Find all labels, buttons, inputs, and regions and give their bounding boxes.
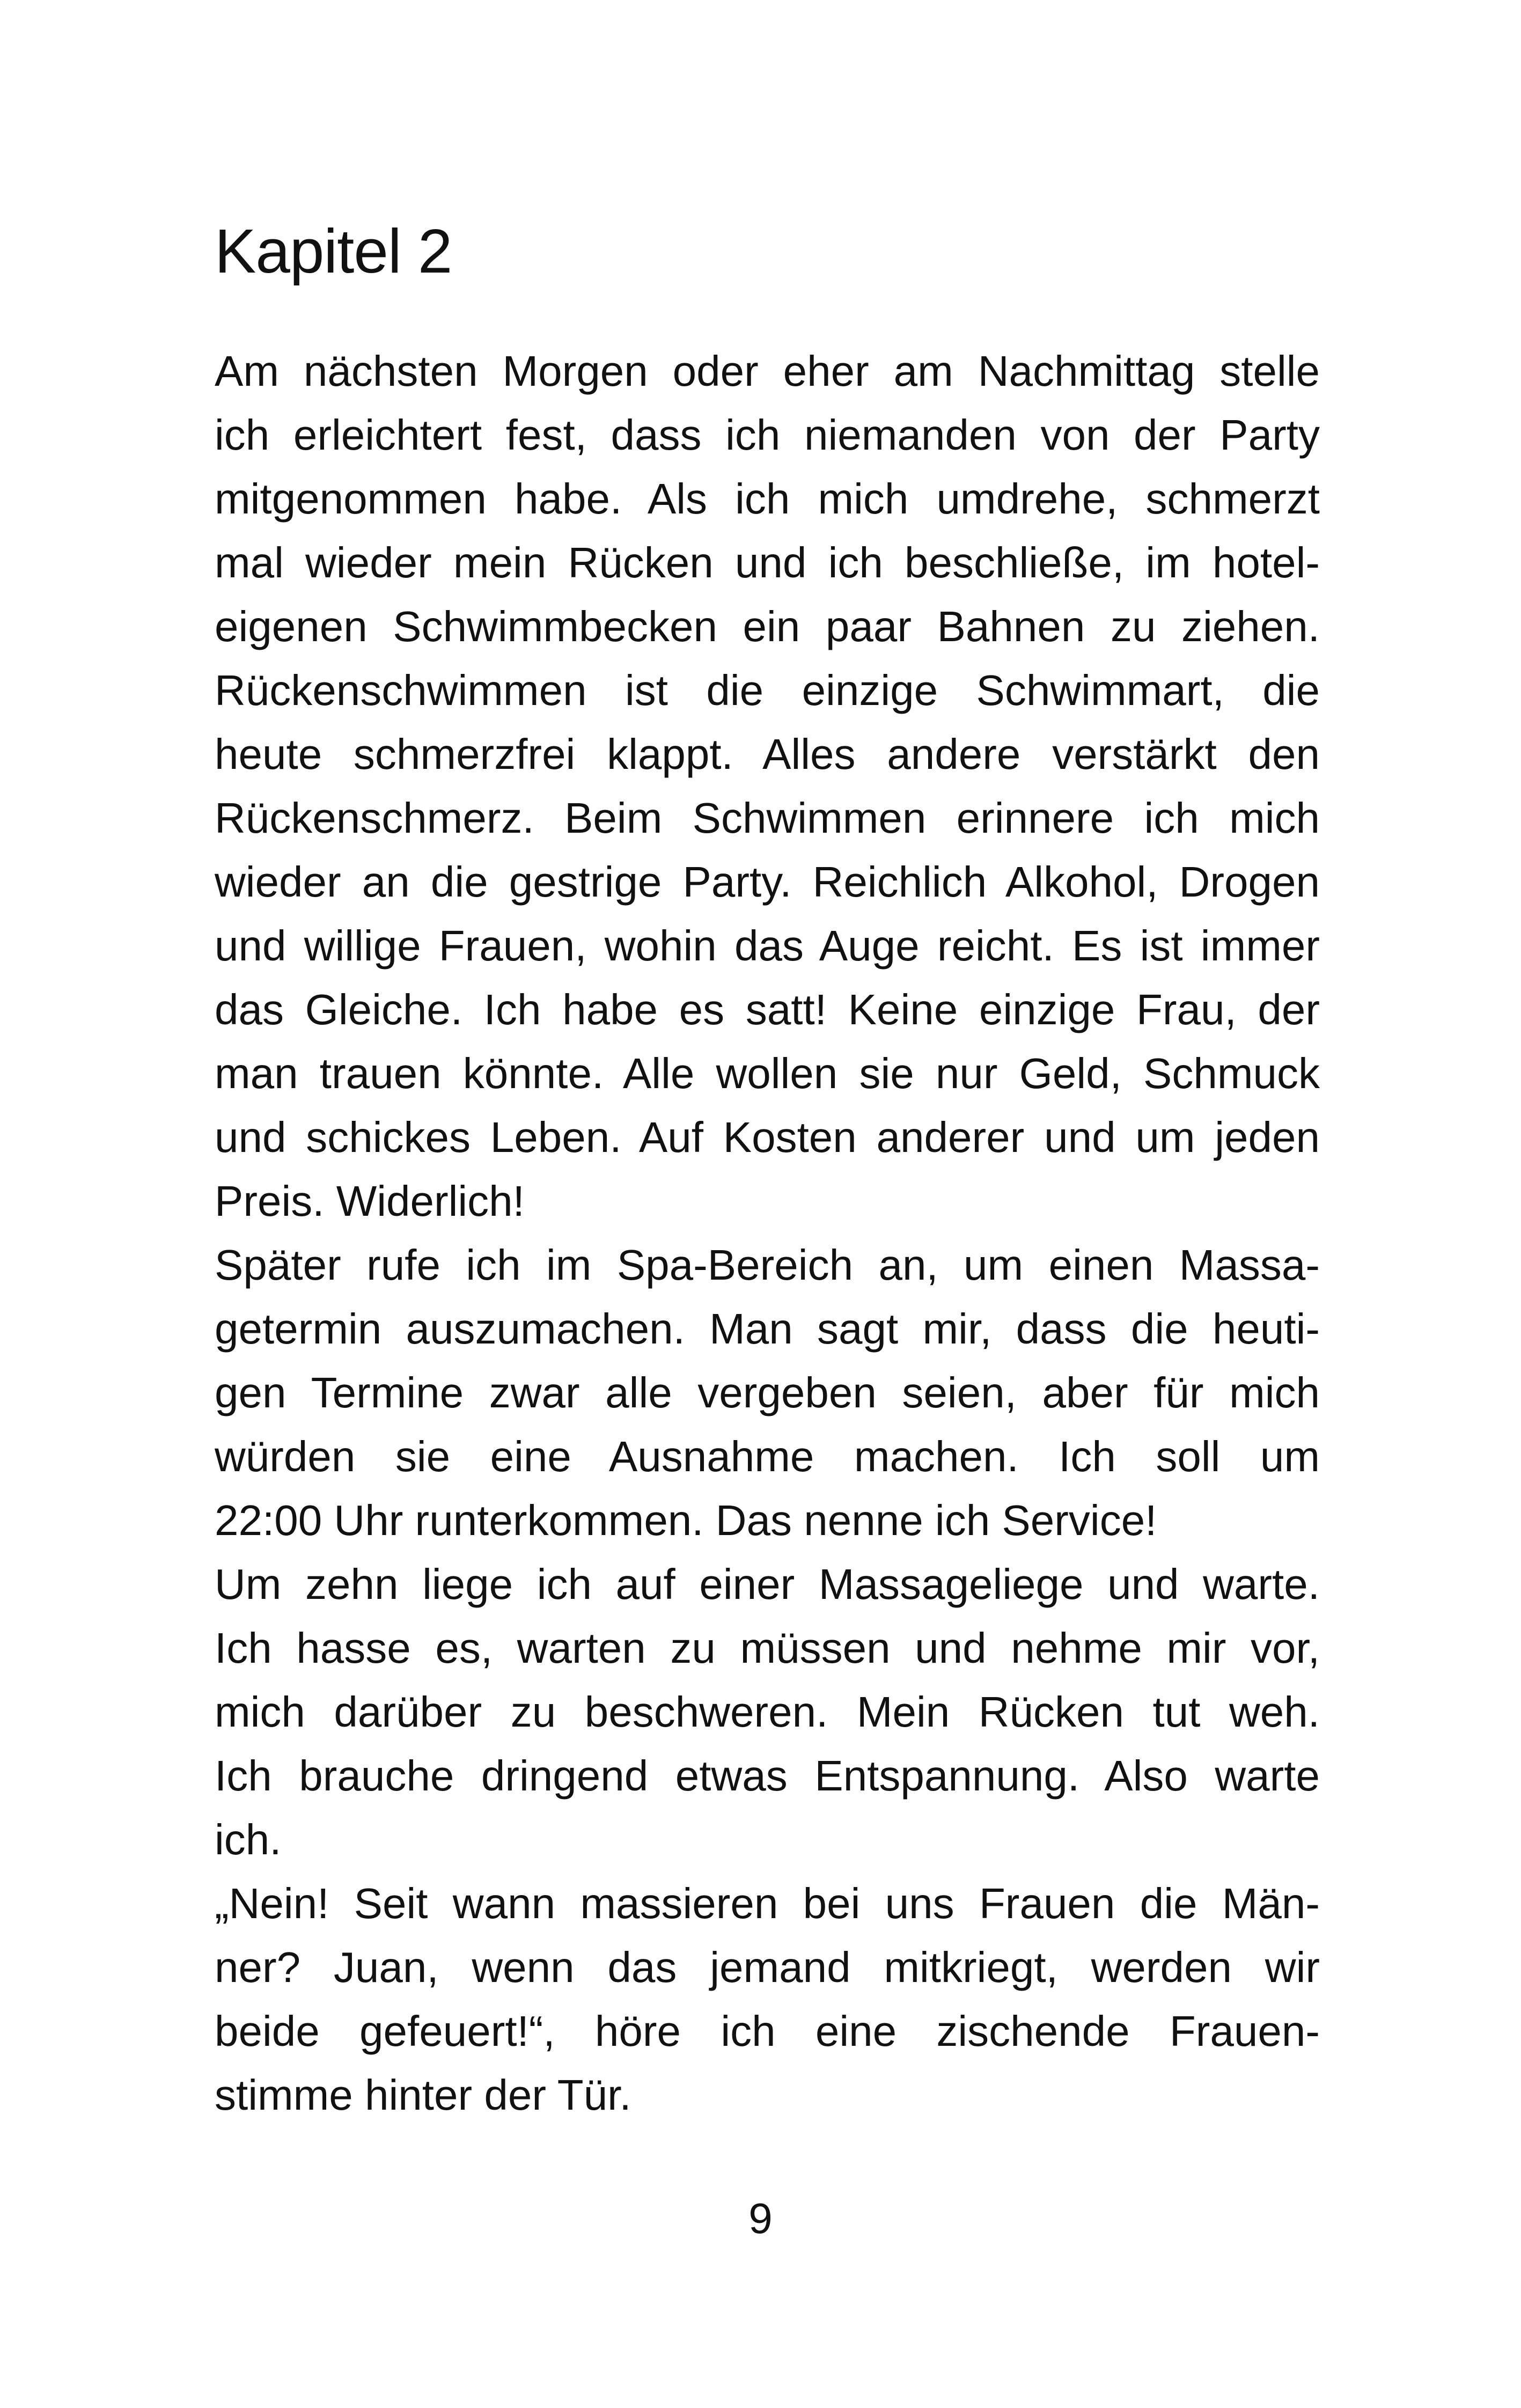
text-line: Später rufe ich im Spa-Bereich an, um einen Massa- xyxy=(215,1241,1320,1289)
text-line: ner? Juan, wenn das jemand mitkriegt, werden wir xyxy=(215,1943,1320,1991)
text-line: Am nächsten Morgen oder eher am Nachmittag stelle xyxy=(215,347,1320,395)
text-line: man trauen könnte. Alle wollen sie nur Geld, Schmuck xyxy=(215,1049,1320,1097)
body-text xyxy=(215,339,1320,2127)
text-line: mitgenommen habe. Als ich mich umdrehe, schmerzt xyxy=(215,475,1320,523)
text-line: mich darüber zu beschweren. Mein Rücken tut weh. xyxy=(215,1688,1320,1736)
text-line: wieder an die gestrige Party. Reichlich Alkohol, Drogen xyxy=(215,858,1320,906)
text-line: Ich brauche dringend etwas Entspannung. Also warte xyxy=(215,1752,1320,1800)
text-line: Rückenschwimmen ist die einzige Schwimmart, die xyxy=(215,666,1320,714)
text-line: stimme hinter der Tür. xyxy=(215,2071,631,2119)
text-line: beide gefeuert!“, höre ich eine zischende Frauen- xyxy=(215,2007,1320,2055)
text-line: Ich hasse es, warten zu müssen und nehme mir vor, xyxy=(215,1624,1320,1672)
text-line: gen Termine zwar alle vergeben seien, aber für mich xyxy=(215,1369,1320,1416)
text-line: das Gleiche. Ich habe es satt! Keine einzige Frau, der xyxy=(215,986,1320,1033)
text-line: getermin auszumachen. Man sagt mir, dass die heuti- xyxy=(215,1305,1320,1353)
text-line: und willige Frauen, wohin das Auge reicht. Es ist immer xyxy=(215,922,1320,970)
text-line: und schickes Leben. Auf Kosten anderer und um jeden xyxy=(215,1113,1320,1161)
text-line: „Nein! Seit wann massieren bei uns Frauen die Män- xyxy=(215,1880,1320,1927)
text-line: Rückenschmerz. Beim Schwimmen erinnere ich mich xyxy=(215,794,1320,842)
text-line: 22:00 Uhr runterkommen. Das nenne ich Service! xyxy=(215,1496,1157,1544)
text-line: ich erleichtert fest, dass ich niemanden von der Party xyxy=(215,411,1320,459)
chapter-title: Kapitel 2 xyxy=(215,216,452,286)
text-line: heute schmerzfrei klappt. Alles andere verstärkt den xyxy=(215,730,1320,778)
page-number: 9 xyxy=(748,2194,773,2242)
text-line: eigenen Schwimmbecken ein paar Bahnen zu ziehen. xyxy=(215,603,1320,650)
text-line: würden sie eine Ausnahme machen. Ich soll um xyxy=(215,1433,1320,1480)
text-line: mal wieder mein Rücken und ich beschließe, im hotel- xyxy=(215,539,1320,586)
text-line: Um zehn liege ich auf einer Massageliege und warte. xyxy=(215,1560,1320,1608)
text-line: Preis. Widerlich! xyxy=(215,1177,525,1225)
text-line: ich. xyxy=(215,1816,282,1863)
